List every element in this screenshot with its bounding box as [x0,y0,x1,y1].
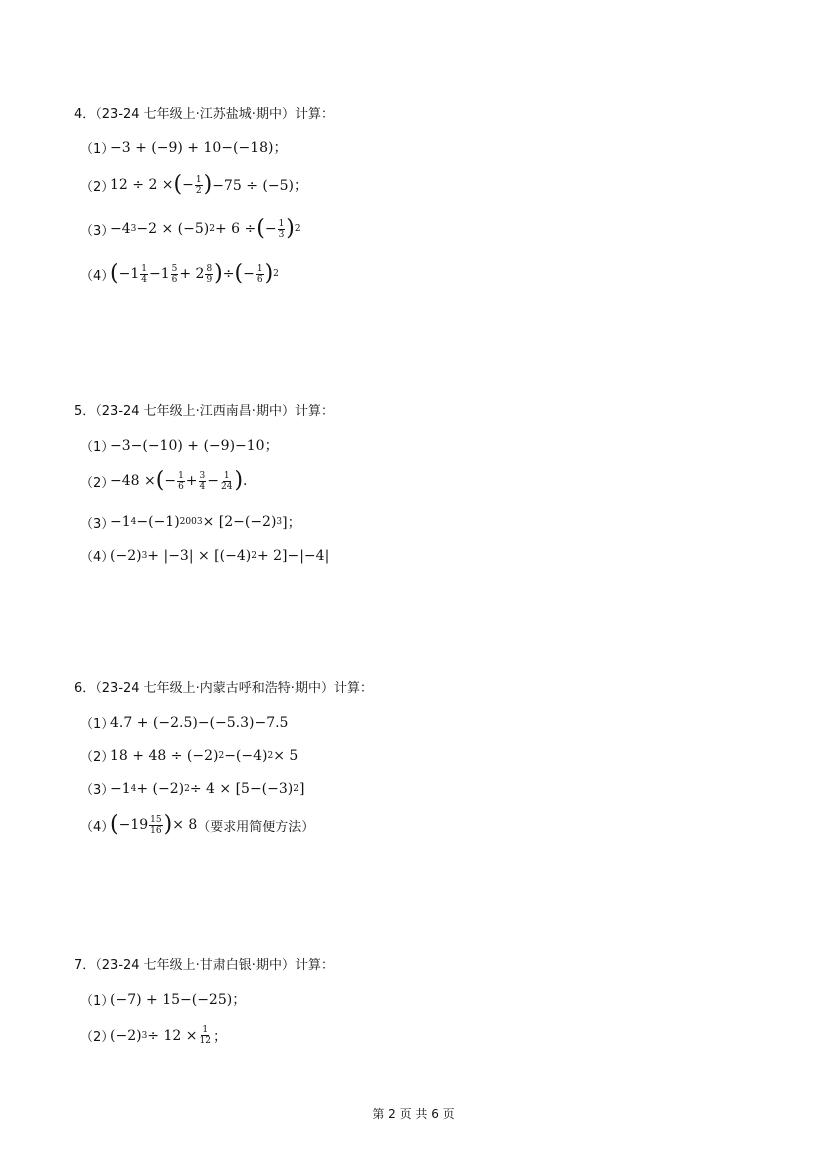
problem-title: 6．（23-24 七年级上·内蒙古呼和浩特·期中）计算： [74,681,373,696]
item-3: （3） −1 4 + (−2) 2 ÷ 4 × [5−(−3) 2 ] [80,780,305,798]
problem-title: 7．（23-24 七年级上·甘肃白银·期中）计算： [74,958,334,973]
item-1: （1） −3 + (−9) + 10−(−18)； [80,137,287,157]
problem-6 [74,680,774,837]
fraction: $\frac{1}{4}$ [141,263,147,285]
fraction: $\frac{1}{24}$ [221,470,233,492]
expression: ( −1 $\frac{1}{4}$ −1 $\frac{5}{6}$ + 2 $\frac{8}{9}$ ) ÷ ( − $\frac{1}{6}$ ) 2 [110,261,279,286]
expression: 12 ÷ 2 × ( − $\frac{1}{2}$ ) −75 ÷ (−5)； [110,172,308,197]
fraction: $\frac{1}{12}$ [199,1025,211,1046]
item-4: （4） ( −1 $\frac{1}{4}$ −1 $\frac{5}{6}$ + 2 $\frac{8}{9}$ ) ÷ ( − $\frac{1}{6}$ ) 2 [80,261,279,286]
item-1: （1） (−7) + 15−(−25)； [80,989,246,1009]
expression: (−2) 3 + |−3| × [(−4) 2 + 2]−|−4| [110,547,330,564]
expression: −3−(−10) + (−9)−10； [110,438,279,454]
expression: −1 4 −(−1) 2003 × [2−(−2) 3 ]； [110,514,302,531]
fraction: $\frac{1}{6}$ [256,263,263,285]
fraction: $\frac{1}{2}$ [195,174,202,196]
fraction: $\frac{8}{9}$ [206,263,213,285]
item-3: （3） −1 4 −(−1) 2003 × [2−(−2) 3 ]； [80,514,302,532]
item-4: （4） (−2) 3 + |−3| × [(−4) 2 + 2]−|−4| [80,547,330,565]
problem-7 [74,957,774,1046]
expression: 4.7 + (−2.5)−(−5.3)−7.5 [110,714,289,731]
expression: (−7) + 15−(−25)； [110,992,247,1008]
problem-title: 4．（23-24 七年级上·江苏盐城·期中）计算： [74,107,334,122]
problem-5 [74,403,774,565]
expression: −48 × ( − $\frac{1}{6}$ + $\frac{3}{4}$ − $\frac{1}{24}$ ) . [110,468,248,493]
fraction: $\frac{5}{6}$ [171,263,178,285]
item-4: （4） ( −19 $\frac{15}{16}$ ) × 8 （要求用简便方法） [80,812,315,837]
expression: −3 + (−9) + 10−(−18)； [110,140,288,156]
item-1: （1） 4.7 + (−2.5)−(−5.3)−7.5 [80,714,289,732]
page-footer: 第 2 页 共 6 页 [372,1107,455,1121]
item-3: （3） −4 3 −2 × (−5) 2 + 6 ÷ ( − $\frac{1}{3}$ ) 2 [80,216,301,241]
fraction: $\frac{1}{3}$ [278,218,285,240]
problem-4 [74,106,774,286]
fraction: $\frac{3}{4}$ [199,470,206,492]
expression: −4 3 −2 × (−5) 2 + 6 ÷ ( − $\frac{1}{3}$ ) 2 [110,216,301,241]
fraction: $\frac{15}{16}$ [150,814,162,836]
item-1: （1） −3−(−10) + (−9)−10； [80,435,279,455]
expression: (−2) 3 ÷ 12 × $\frac{1}{12}$ ； [110,1025,227,1046]
item-2: （2） (−2) 3 ÷ 12 × $\frac{1}{12}$ ； [80,1025,227,1046]
item-2: （2） 12 ÷ 2 × ( − $\frac{1}{2}$ ) −75 ÷ (−5)； [80,172,308,197]
expression: ( −19 $\frac{15}{16}$ ) × 8 （要求用简便方法） [110,812,315,837]
expression: 18 + 48 ÷ (−2) 2 −(−4) 2 × 5 [110,747,299,764]
fraction: $\frac{1}{6}$ [178,470,184,492]
problem-title: 5．（23-24 七年级上·江西南昌·期中）计算： [74,404,334,419]
item-2: （2） −48 × ( − $\frac{1}{6}$ + $\frac{3}{4}$ − $\frac{1}{24}$ ) . [80,468,248,493]
expression: −1 4 + (−2) 2 ÷ 4 × [5−(−3) 2 ] [110,780,305,797]
item-2: （2） 18 + 48 ÷ (−2) 2 −(−4) 2 × 5 [80,747,299,765]
